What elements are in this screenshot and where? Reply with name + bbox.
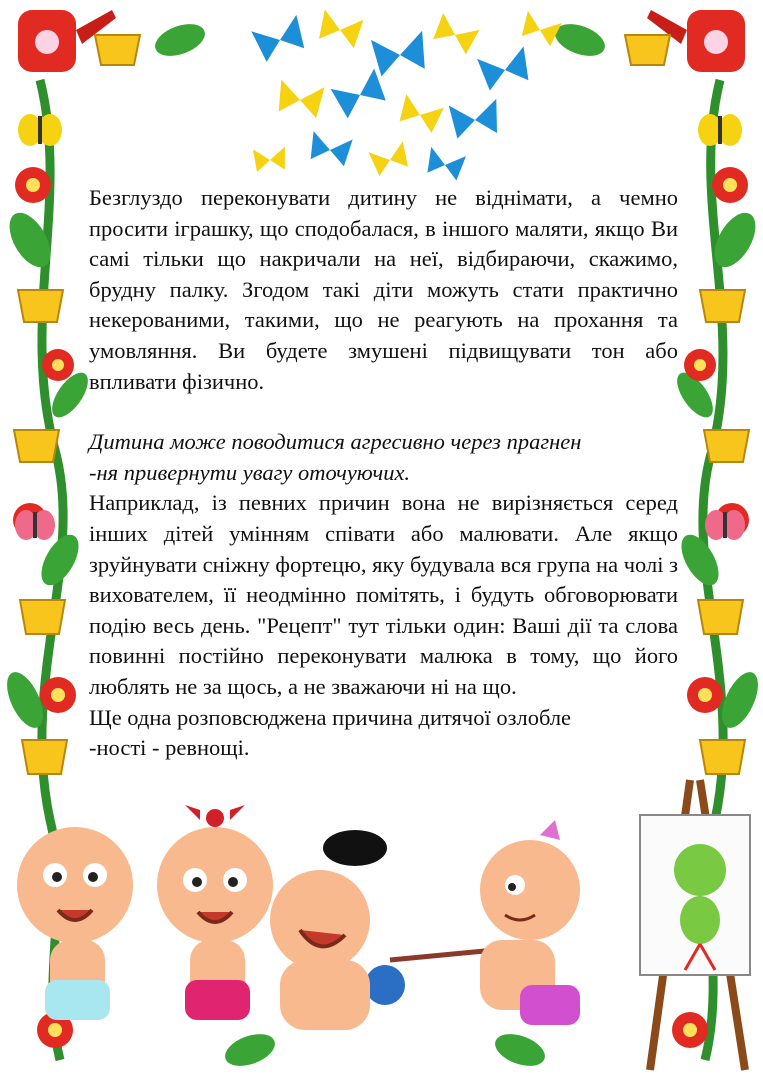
article-body xyxy=(89,183,678,764)
butterfly-swarm xyxy=(251,9,561,181)
baby-boy xyxy=(17,827,133,1020)
paragraph-gap xyxy=(89,397,678,427)
girl-pulling xyxy=(390,820,580,1025)
closing-line-2: -ності - ревнощі. xyxy=(89,735,250,761)
closing-line-1: Ще одна розповсюджена причина дитячої озлобле xyxy=(89,704,572,730)
crying-baby xyxy=(270,830,405,1030)
cartoon-babies xyxy=(17,780,750,1070)
paragraph-2: Наприклад, із певних причин вона не вирізняється серед інших дітей умінням співати або малювати. Але якщо зруйнувати сніжну фортецю, яку будувала вся група на чолі з вихователем, її неодмінно помітять, і будуть обговорювати подію весь день. "Рецепт" тут тільки один: Ваші дії та слова повинні постійно переконувати малюка в тому, що його люблять не за щось, а не зважаючи ні на що. xyxy=(89,490,678,699)
paragraph-1: Безглуздо переконувати дитину не віднімати, а чемно просити іграшку, що сподобалася, в іншого маляти, якщо Ви самі тільки що накричали на неї, відбираючи, скажимо, брудну палку. Згодом такі діти можуть стати практично некерованими, такими, що не реагують на прохання та умовляння. Ви будете змушені підвищувати тон або впливати фізично. xyxy=(89,185,678,394)
subheading-line-1: Дитина може поводитися агресивно через прагнен xyxy=(89,429,582,455)
baby-girl xyxy=(157,805,273,1020)
subheading-line-2: -ня привернути увагу оточуючих. xyxy=(89,459,411,485)
